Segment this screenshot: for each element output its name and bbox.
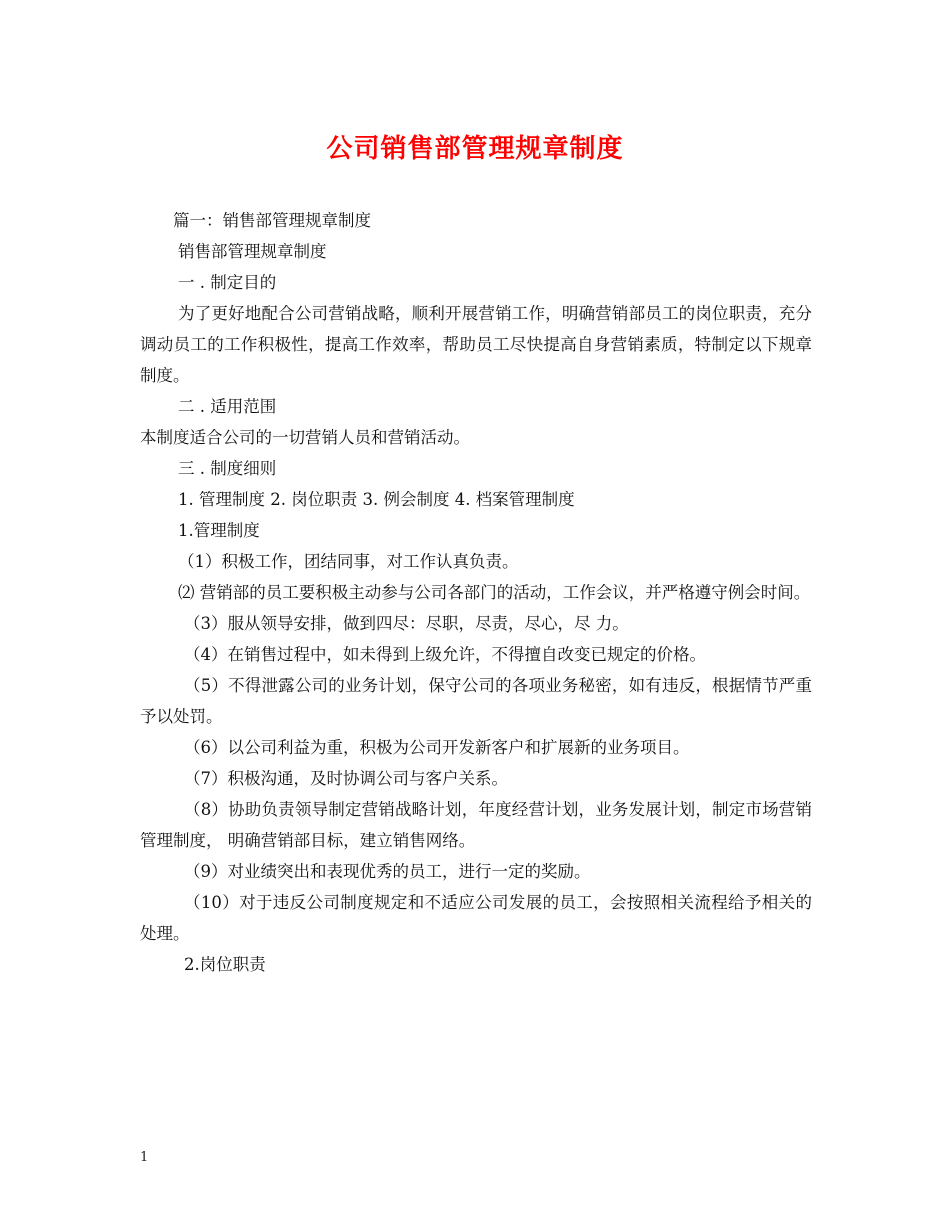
list-item: ⑵ 营销部的员工要积极主动参与公司各部门的活动，工作会议，并严格遵守例会时间。 xyxy=(178,583,811,602)
paragraph: 为了更好地配合公司营销战略，顺利开展营销工作，明确营销部员工的岗位职责，充分调动员工的工作积极性，提高工作效率，帮助员工尽快提高自身营销素质，特制定以下规章制度。 xyxy=(140,304,812,385)
list-item: （5）不得泄露公司的业务计划，保守公司的各项业务秘密，如有违反，根据情节严重予以处罚。 xyxy=(140,676,812,726)
list-item: （4）在销售过程中，如未得到上级允许，不得擅自改变已规定的价格。 xyxy=(184,645,706,664)
list-item: （7）积极沟通，及时协调公司与客户关系。 xyxy=(184,769,508,788)
subtitle: 销售部管理规章制度 xyxy=(178,242,327,261)
list-item: （3）服从领导安排，做到四尽：尽职，尽责，尽心，尽 力。 xyxy=(184,614,629,633)
paragraph: 1. 管理制度 2. 岗位职责 3. 例会制度 4. 档案管理制度 xyxy=(178,490,575,509)
document-title: 公司销售部管理规章制度 xyxy=(326,134,624,164)
section-heading: 篇一：销售部管理规章制度 xyxy=(173,211,371,230)
page-number: 1 xyxy=(140,1150,149,1165)
paragraph: 本制度适合公司的一切营销人员和营销活动。 xyxy=(140,428,470,447)
subsection-heading: 1.管理制度 xyxy=(178,521,260,540)
document-body xyxy=(140,205,812,980)
list-item: （6）以公司利益为重，积极为公司开发新客户和扩展新的业务项目。 xyxy=(184,738,690,757)
section-heading: 二 . 适用范围 xyxy=(178,397,277,416)
section-heading: 三 . 制度细则 xyxy=(178,459,277,478)
section-heading: 一 . 制定目的 xyxy=(178,273,277,292)
list-item: （8）协助负责领导制定营销战略计划，年度经营计划，业务发展计划，制定市场营销管理制度， 明确营销部目标，建立销售网络。 xyxy=(140,800,812,850)
list-item: （10）对于违反公司制度规定和不适应公司发展的员工，会按照相关流程给予相关的处理。 xyxy=(140,893,812,943)
subsection-heading: 2.岗位职责 xyxy=(184,955,266,974)
list-item: （1）积极工作，团结同事，对工作认真负责。 xyxy=(178,552,519,571)
list-item: （9）对业绩突出和表现优秀的员工，进行一定的奖励。 xyxy=(184,862,591,881)
